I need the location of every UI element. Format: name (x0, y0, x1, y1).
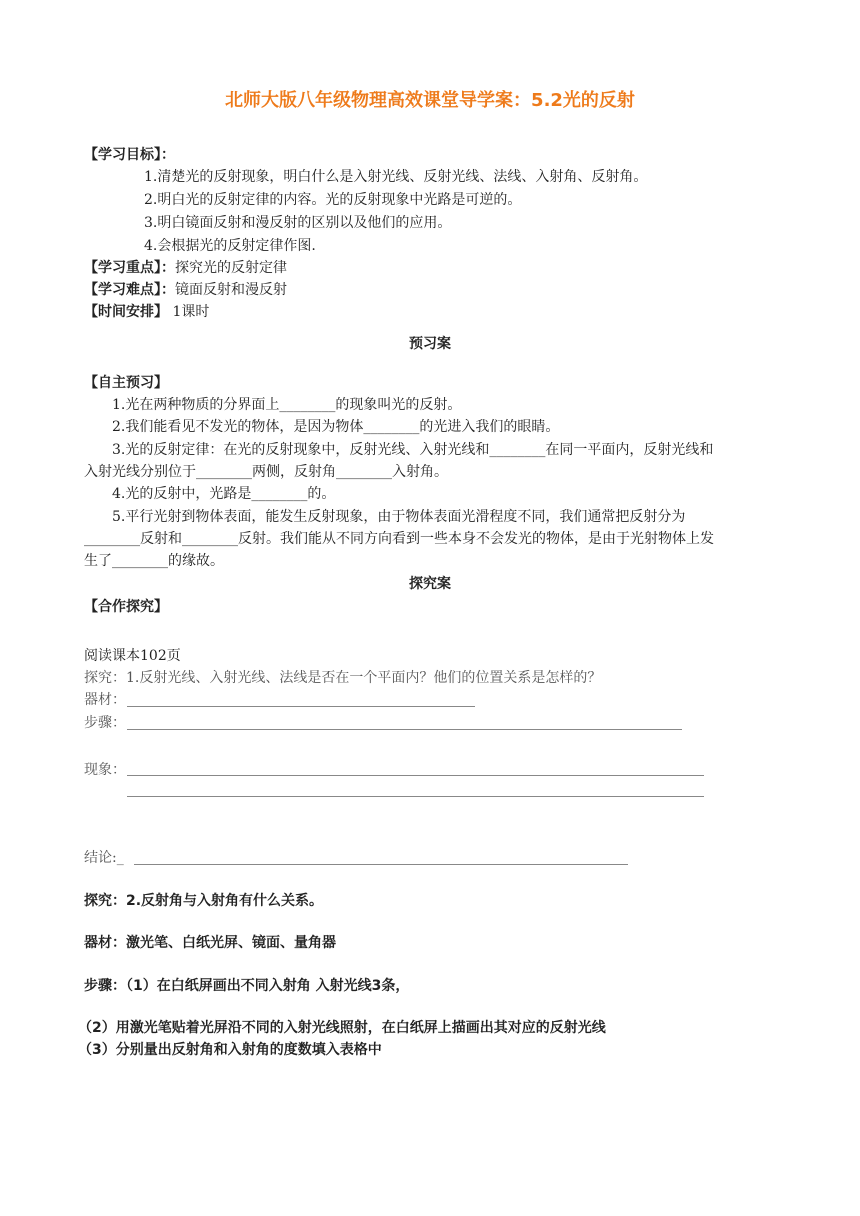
phenomenon-answer-line-2[interactable] (127, 796, 704, 797)
self-preview-heading: 【自主预习】 (84, 375, 168, 391)
objective-item-1: 1.清楚光的反射现象，明白什么是入射光线、反射光线、法线、入射角、反射角。 (144, 169, 648, 185)
difficulty-label: 【学习难点】： (84, 282, 175, 298)
preview-question-3-line-1: 3.光的反射定律：在光的反射现象中，反射光线、入射光线和________在同一平面内，反射光线和 (112, 442, 714, 458)
objective-item-2: 2.明白光的反射定律的内容。光的反射现象中光路是可逆的。 (144, 192, 522, 208)
difficulty-text: 镜面反射和漫反射 (175, 282, 287, 298)
steps-2-line-1: 步骤：（1）在白纸屏画出不同入射角 入射光线3条， (84, 978, 410, 994)
steps-2-line-2: （2）用激光笔贴着光屏沿不同的入射光线照射，在白纸屏上描画出其对应的反射光线 (78, 1020, 606, 1036)
equipment-2: 器材：激光笔、白纸光屏、镜面、量角器 (84, 935, 336, 951)
phenomenon-answer-line-1[interactable] (127, 775, 704, 776)
objective-item-3: 3.明白镜面反射和漫反射的区别以及他们的应用。 (144, 215, 452, 231)
difficulty-row (84, 280, 287, 300)
page-title: 北师大版八年级物理高效课堂导学案：5.2光的反射 (225, 90, 635, 111)
key-point-row (84, 258, 287, 278)
explore-heading: 探究案 (409, 576, 451, 592)
phenomenon-label: 现象： (84, 762, 126, 778)
equipment-label: 器材： (84, 692, 126, 708)
objectives-heading: 【学习目标】： (84, 147, 175, 163)
preview-question-3-line-2: 入射光线分别位于________两侧，反射角________入射角。 (84, 464, 448, 480)
schedule-text: 1课时 (168, 304, 210, 320)
preview-question-4: 4.光的反射中，光路是________的。 (112, 486, 336, 502)
read-textbook: 阅读课本102页 (84, 648, 181, 664)
steps-answer-line[interactable] (127, 729, 682, 730)
steps-2-line-3: （3）分别量出反射角和入射角的度数填入表格中 (78, 1042, 382, 1058)
objective-item-4: 4.会根据光的反射定律作图. (144, 238, 316, 254)
schedule-label: 【时间安排】 (84, 304, 168, 320)
explore-2-question: 探究：2.反射角与入射角有什么关系。 (84, 893, 324, 909)
preview-question-2: 2.我们能看见不发光的物体，是因为物体________的光进入我们的眼睛。 (112, 419, 560, 435)
schedule-row (84, 302, 209, 322)
preview-question-1: 1.光在两种物质的分界面上________的现象叫光的反射。 (112, 397, 462, 413)
key-point-label: 【学习重点】： (84, 260, 175, 276)
explore-1-question: 探究：1.反射光线、入射光线、法线是否在一个平面内？他们的位置关系是怎样的？ (84, 670, 602, 686)
preview-heading: 预习案 (409, 336, 451, 352)
preview-question-5-line-3: 生了________的缘故。 (84, 553, 224, 569)
equipment-answer-line[interactable] (127, 706, 475, 707)
conclusion-label: 结论:_ (84, 850, 124, 866)
conclusion-answer-line[interactable] (134, 864, 628, 865)
key-point-text: 探究光的反射定律 (175, 260, 287, 276)
preview-question-5-line-2: ________反射和________反射。我们能从不同方向看到一些本身不会发光的物体，是由于光射物体上发 (84, 531, 714, 547)
cooperative-explore-heading: 【合作探究】 (84, 599, 168, 615)
steps-label: 步骤： (84, 715, 126, 731)
preview-question-5-line-1: 5.平行光射到物体表面，能发生反射现象，由于物体表面光滑程度不同，我们通常把反射分为 (112, 509, 686, 525)
